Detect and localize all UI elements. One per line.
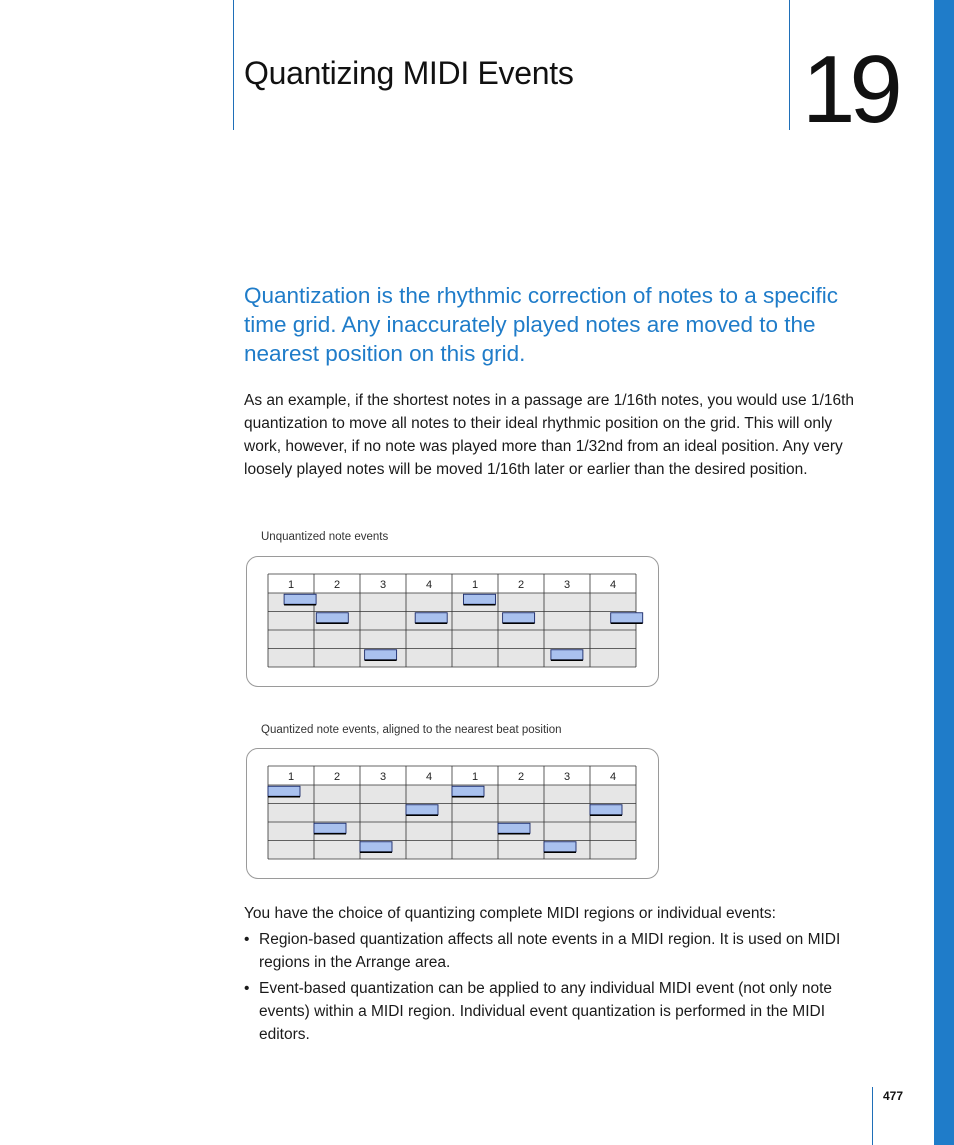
note-event <box>551 650 583 660</box>
beat-label: 3 <box>563 579 571 591</box>
beat-label: 2 <box>517 579 525 591</box>
body-paragraph-2: You have the choice of quantizing complete MIDI regions or individual events: <box>244 905 776 922</box>
note-event <box>316 613 348 623</box>
intro-paragraph: Quantization is the rhythmic correction of notes to a specific time grid. Any inaccurately played notes are moved to the nearest position on this grid. <box>244 283 839 366</box>
note-event <box>611 613 643 623</box>
note-event <box>544 842 576 852</box>
list-item-text: Event-based quantization can be applied to any individual MIDI event (not only note events) within a MIDI region. Individual event quantization is performed in the MIDI editors. <box>259 980 833 1043</box>
note-event <box>365 650 397 660</box>
beat-label: 2 <box>333 579 341 591</box>
beat-label: 3 <box>563 771 571 783</box>
bullet-symbol: • <box>244 931 250 948</box>
note-event <box>406 805 438 815</box>
footer-rule <box>872 1087 873 1145</box>
beat-label: 2 <box>517 771 525 783</box>
figure-2-caption: Quantized note events, aligned to the nearest beat position <box>261 724 562 736</box>
note-event <box>415 613 447 623</box>
header-left-rule <box>233 0 234 130</box>
note-event <box>314 823 346 833</box>
beat-label: 1 <box>287 579 295 591</box>
list-item-text: Region-based quantization affects all note events in a MIDI region. It is used on MIDI regions in the Arrange area. <box>259 931 841 971</box>
body-paragraph-1: As an example, if the shortest notes in a passage are 1/16th notes, you would use 1/16th quantization to move all notes to their ideal rhythmic position on the grid. This will only work, however, if no note was played more than 1/32nd from an ideal position. Any very loosely played notes will be moved 1/16th later or earlier than the desired position. <box>244 392 855 478</box>
beat-label: 1 <box>471 579 479 591</box>
beat-label: 4 <box>425 579 433 591</box>
page-number: 477 <box>883 1089 904 1103</box>
beat-label: 4 <box>609 771 617 783</box>
figure-1-diagram <box>246 556 659 687</box>
note-event <box>268 786 300 796</box>
quantized-note-grid <box>247 749 658 878</box>
right-edge-bar <box>934 0 954 1145</box>
list-item <box>244 928 869 974</box>
beat-label: 3 <box>379 771 387 783</box>
note-event <box>284 594 316 604</box>
bullet-symbol: • <box>244 980 250 997</box>
unquantized-note-grid <box>247 557 658 686</box>
chapter-number: 19 <box>802 36 897 143</box>
list-item <box>244 977 869 1046</box>
figure-1-caption: Unquantized note events <box>261 531 389 543</box>
beat-label: 3 <box>379 579 387 591</box>
beat-label: 4 <box>609 579 617 591</box>
note-event <box>452 786 484 796</box>
note-event <box>464 594 496 604</box>
note-event <box>590 805 622 815</box>
beat-label: 1 <box>471 771 479 783</box>
note-event <box>503 613 535 623</box>
figure-2-diagram <box>246 748 659 879</box>
chapter-title: Quantizing MIDI Events <box>244 55 574 91</box>
note-event <box>498 823 530 833</box>
quantization-options-list <box>244 928 869 1049</box>
beat-label: 4 <box>425 771 433 783</box>
beat-label: 2 <box>333 771 341 783</box>
note-event <box>360 842 392 852</box>
header-divider-rule <box>789 0 790 130</box>
beat-label: 1 <box>287 771 295 783</box>
